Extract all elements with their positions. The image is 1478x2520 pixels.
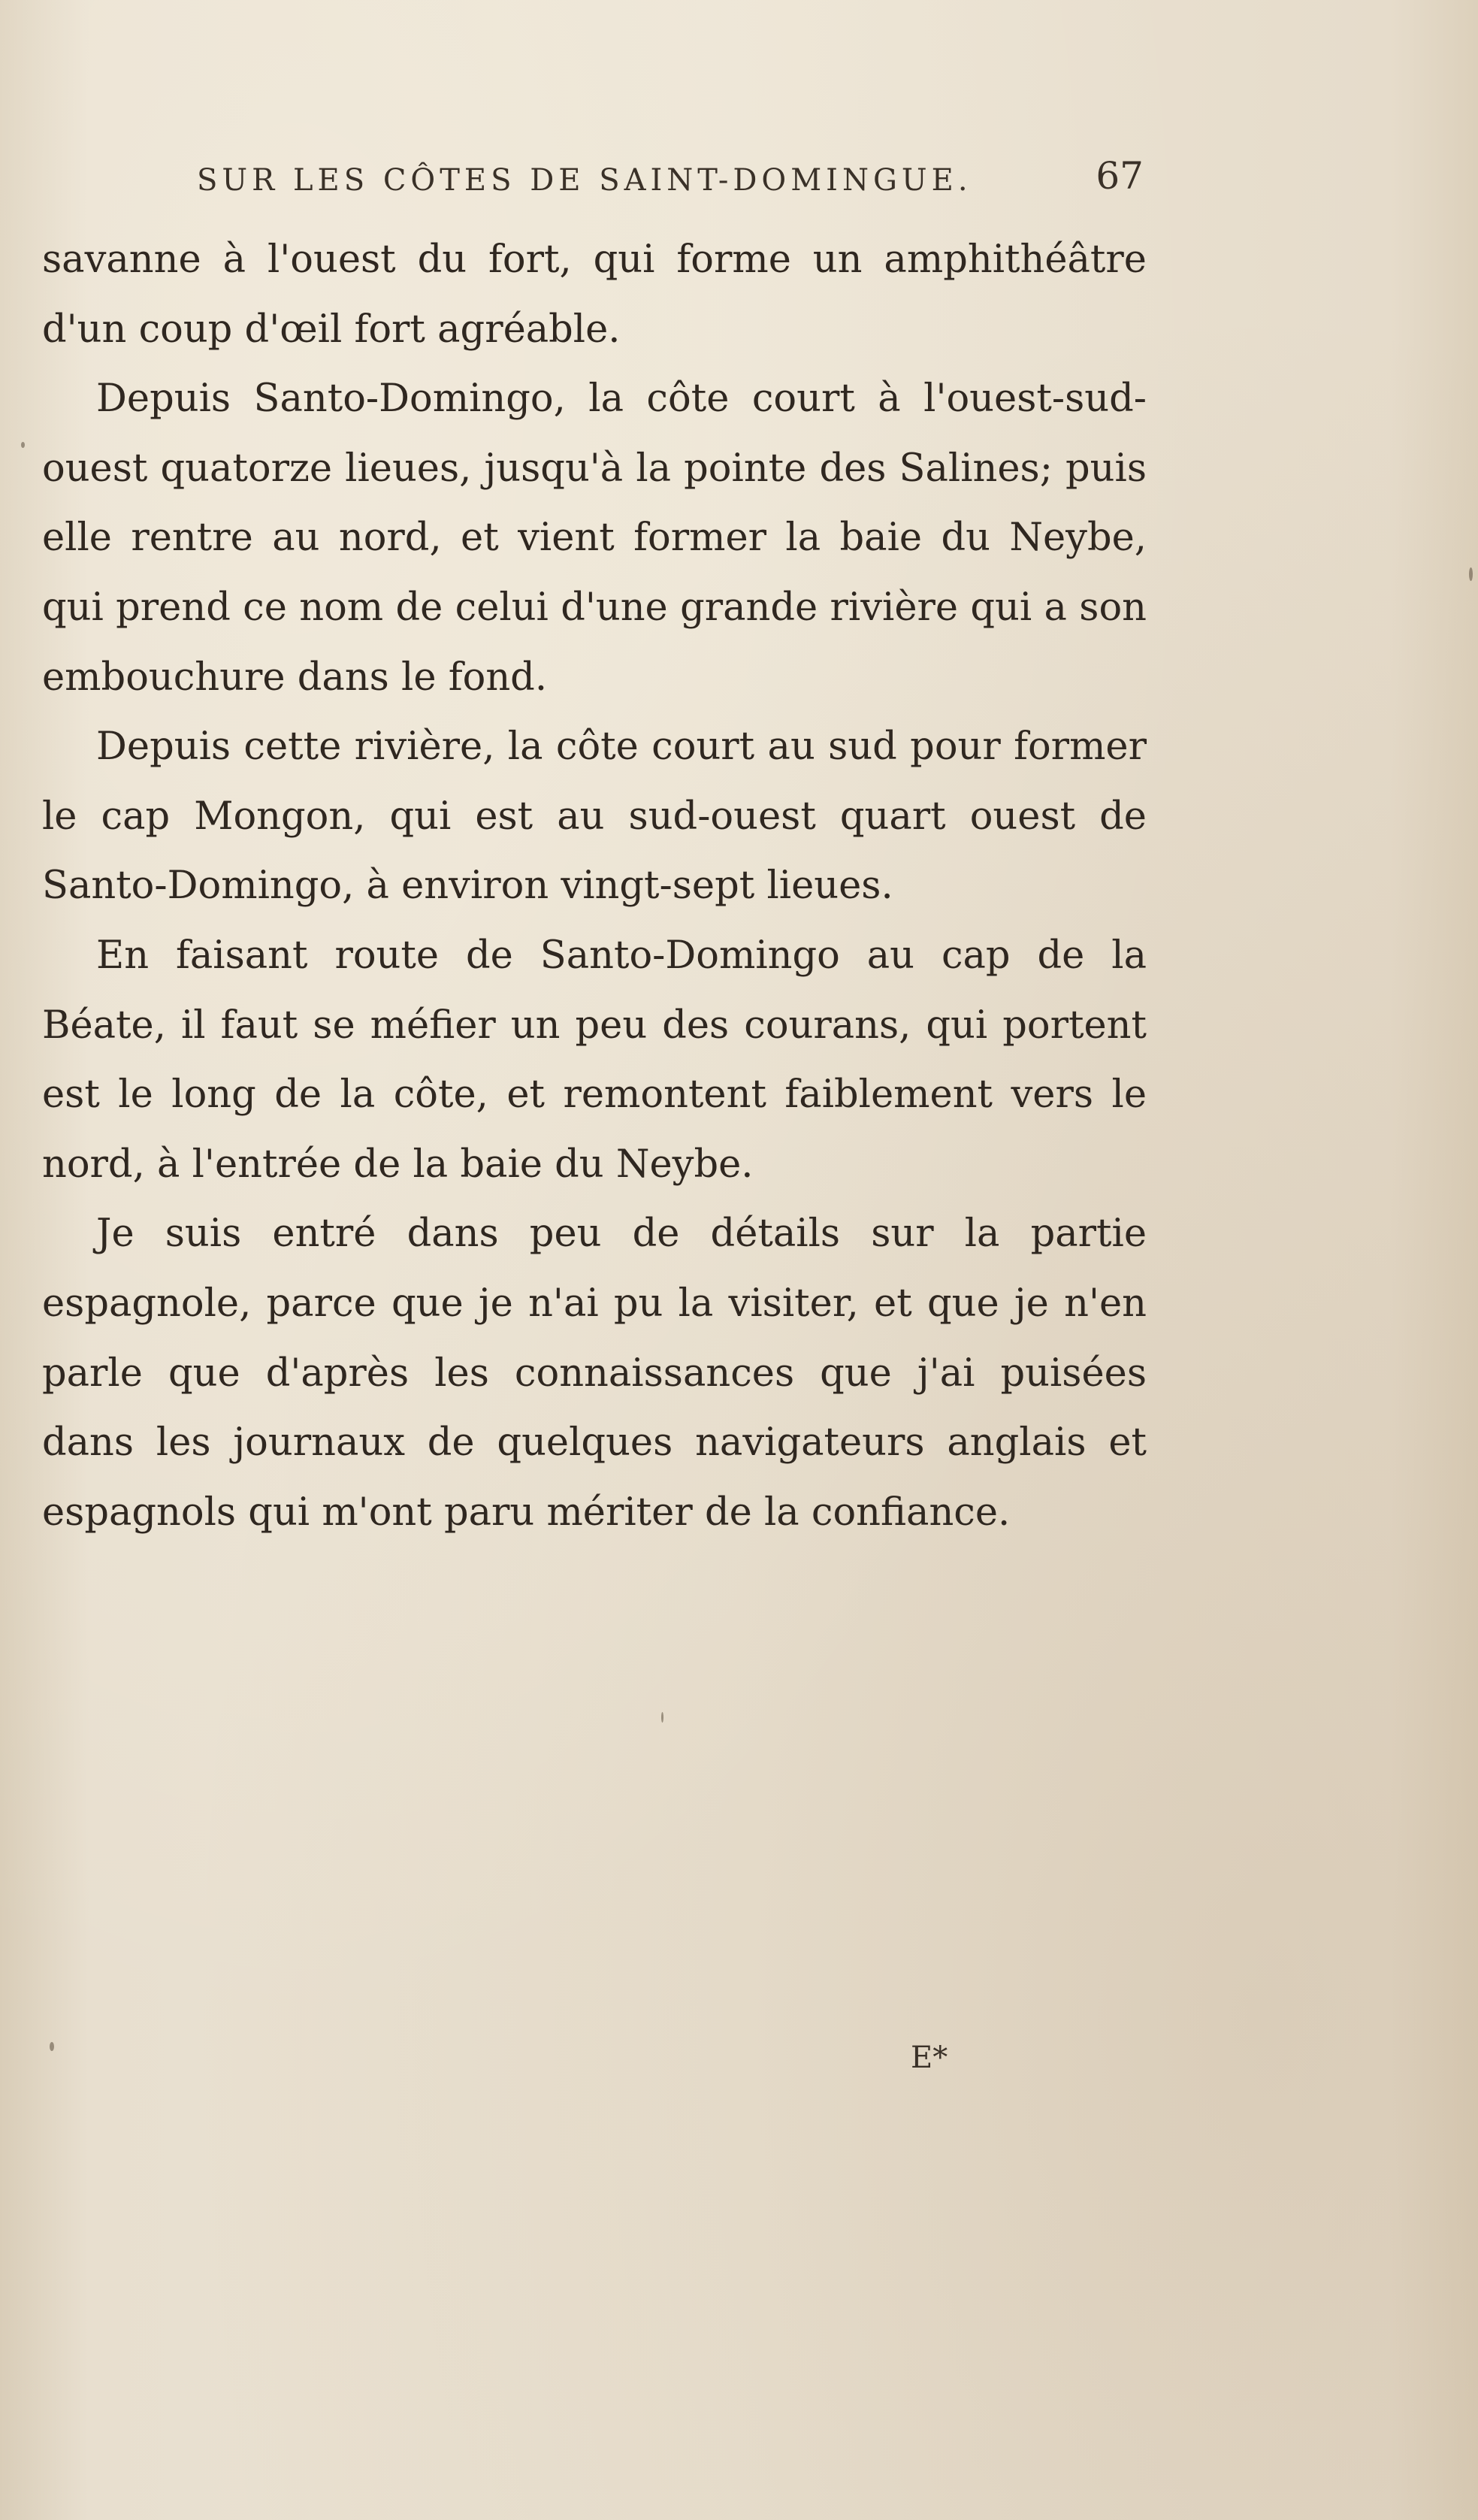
running-title: SUR LES CÔTES DE SAINT-DOMINGUE. bbox=[197, 163, 972, 198]
paragraph: Je suis entré dans peu de détails sur la partie espagnole, parce que je n'ai pu la visiter, et que je n'en parle que d'après les connaissances que j'ai puisées dans les journaux de quelques navigateurs anglais et espagnols qui m'ont paru mériter de la confiance. bbox=[42, 1212, 1147, 1535]
paper-speck bbox=[1469, 567, 1473, 581]
paragraph: Depuis cette rivière, la côte court au sud pour former le cap Mongon, qui est au sud-ouest quart ouest de Santo-Domingo, à environ vingt-sept lieues. bbox=[42, 725, 1147, 909]
paper-speck bbox=[50, 2042, 54, 2051]
paper-speck bbox=[661, 1712, 663, 1723]
running-head bbox=[197, 154, 1144, 207]
signature-mark: E* bbox=[911, 2041, 948, 2075]
page-number: 67 bbox=[1096, 154, 1144, 198]
paper-speck bbox=[21, 442, 25, 448]
paragraph-continuation: savanne à l'ouest du fort, qui forme un amphithéâtre d'un coup d'œil fort agréable. bbox=[42, 237, 1147, 352]
paragraph: En faisant route de Santo-Domingo au cap de la Béate, il faut se méfier un peu des courans, qui portent est le long de la côte, et remontent faiblement vers le nord, à l'entrée de la baie du Neybe. bbox=[42, 933, 1147, 1187]
paragraph: Depuis Santo-Domingo, la côte court à l'ouest-sud-ouest quatorze lieues, jusqu'à la pointe des Salines; puis elle rentre au nord, et vient former la baie du Neybe, qui prend ce nom de celui d'une grande rivière qui a son embouchure dans le fond. bbox=[42, 377, 1147, 700]
body-text bbox=[42, 225, 1147, 1547]
